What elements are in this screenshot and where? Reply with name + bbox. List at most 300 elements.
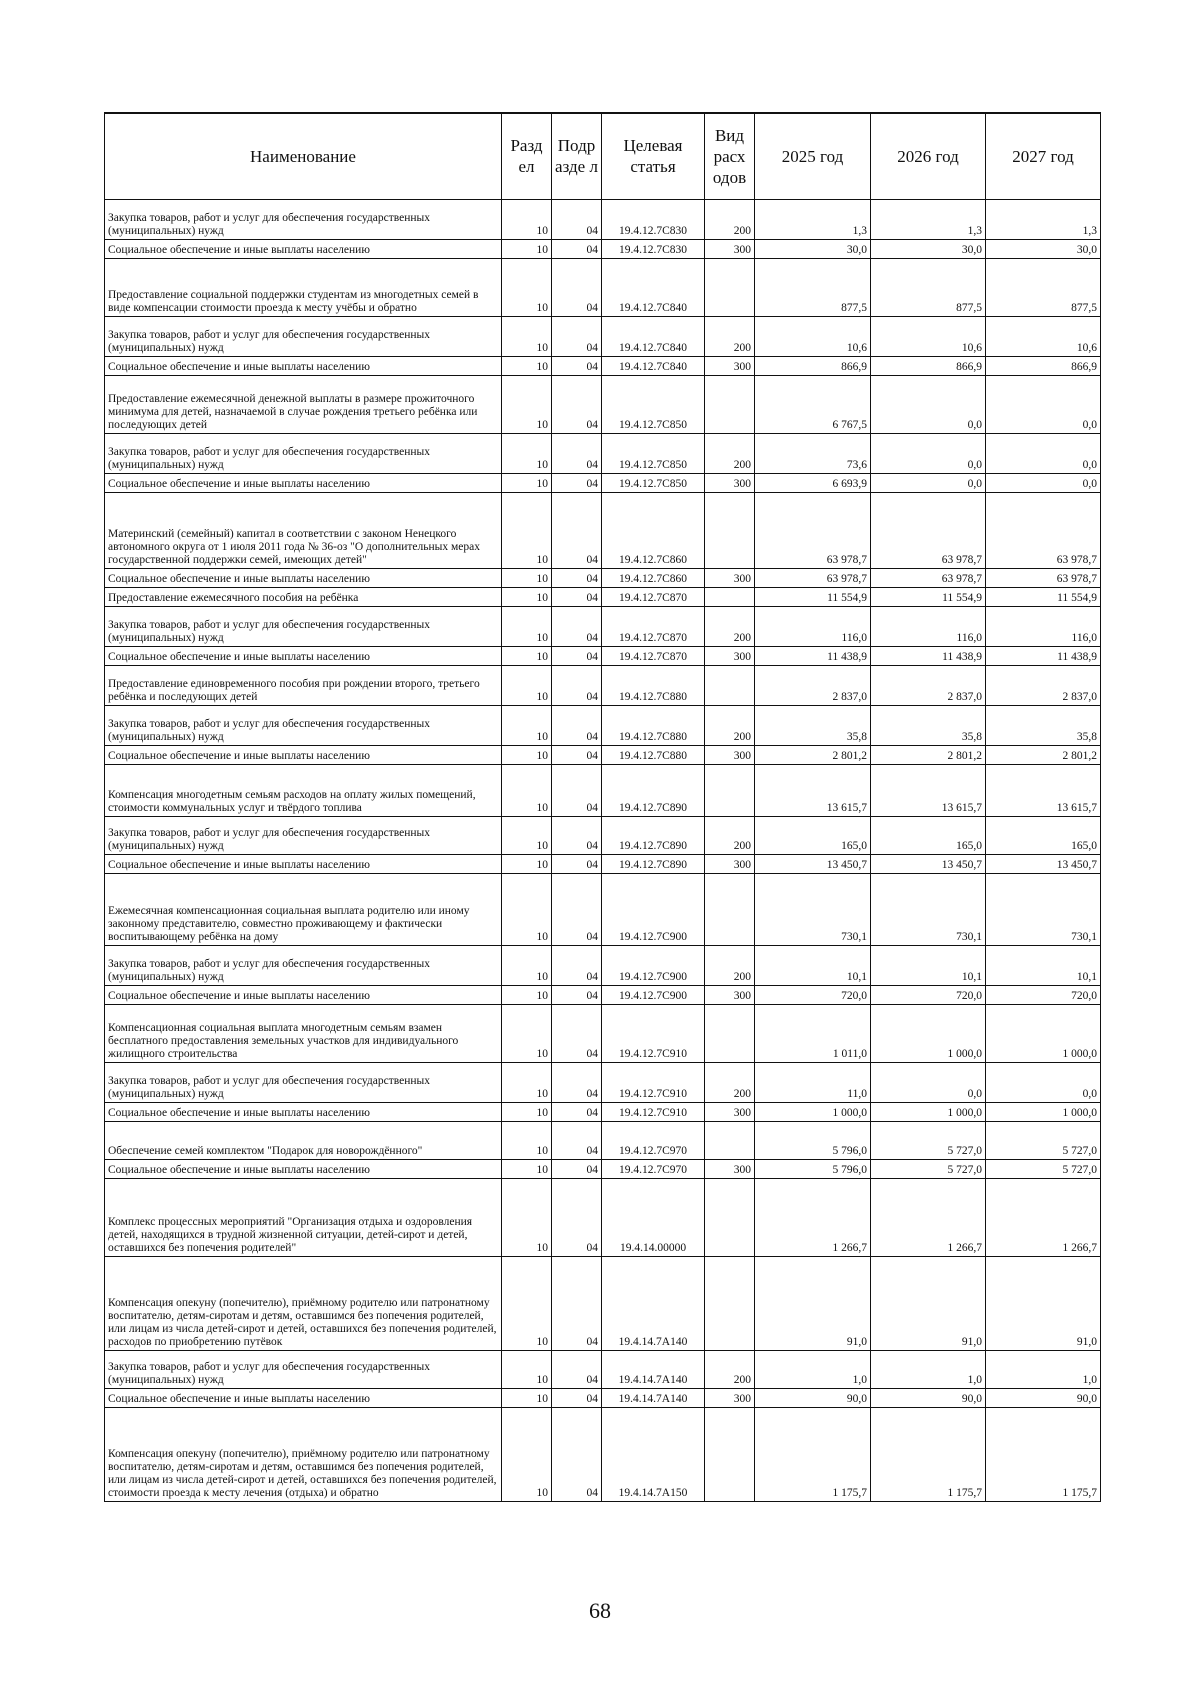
row-name: Компенсация опекуну (попечителю), приёмному родителю или патронатному воспитателю, детям-сиротам и детям, оставшимся без попечения родителей, или лицам из числа детей-сирот и детей, оставшихся без попечения родителей, стоимости проезда к месту лечения (отдыха) и обратно	[105, 1407, 502, 1501]
row-amount-2026: 11 554,9	[871, 587, 986, 606]
row-subsection: 04	[552, 568, 602, 587]
row-amount-2025: 1 266,7	[755, 1178, 871, 1256]
row-amount-2026: 10,1	[871, 945, 986, 985]
table-header-row	[105, 113, 1101, 199]
row-amount-2027: 0,0	[986, 1062, 1101, 1102]
row-amount-2027: 1 000,0	[986, 1102, 1101, 1121]
row-amount-2025: 2 801,2	[755, 745, 871, 764]
row-amount-2026: 1 000,0	[871, 1102, 986, 1121]
row-amount-2026: 0,0	[871, 1062, 986, 1102]
row-subsection: 04	[552, 375, 602, 433]
row-target-article: 19.4.12.7С970	[602, 1121, 705, 1159]
row-section: 10	[502, 587, 552, 606]
row-amount-2026: 63 978,7	[871, 492, 986, 568]
row-amount-2027: 0,0	[986, 375, 1101, 433]
row-expense-type: 200	[705, 1350, 755, 1388]
row-name: Компенсация многодетным семьям расходов на оплату жилых помещений, стоимости коммунальных услуг и твёрдого топлива	[105, 764, 502, 816]
row-name: Закупка товаров, работ и услуг для обеспечения государственных (муниципальных) нужд	[105, 606, 502, 646]
table-row	[105, 568, 1101, 587]
table-row	[105, 433, 1101, 473]
row-amount-2025: 11 438,9	[755, 646, 871, 665]
row-section: 10	[502, 985, 552, 1004]
row-target-article: 19.4.12.7С860	[602, 492, 705, 568]
table-row	[105, 816, 1101, 854]
row-amount-2025: 90,0	[755, 1388, 871, 1407]
row-amount-2025: 866,9	[755, 356, 871, 375]
row-amount-2025: 10,1	[755, 945, 871, 985]
row-name: Предоставление ежемесячного пособия на ребёнка	[105, 587, 502, 606]
row-expense-type: 200	[705, 945, 755, 985]
row-name: Предоставление единовременного пособия при рождении второго, третьего ребёнка и последующих детей	[105, 665, 502, 705]
row-name: Социальное обеспечение и иные выплаты населению	[105, 854, 502, 873]
row-target-article: 19.4.14.7А140	[602, 1350, 705, 1388]
row-amount-2027: 720,0	[986, 985, 1101, 1004]
row-expense-type	[705, 1256, 755, 1350]
row-amount-2026: 0,0	[871, 375, 986, 433]
row-section: 10	[502, 945, 552, 985]
row-section: 10	[502, 568, 552, 587]
table-row	[105, 1004, 1101, 1062]
row-subsection: 04	[552, 1256, 602, 1350]
row-amount-2026: 63 978,7	[871, 568, 986, 587]
row-amount-2025: 35,8	[755, 705, 871, 745]
row-subsection: 04	[552, 199, 602, 239]
row-amount-2026: 1 266,7	[871, 1178, 986, 1256]
row-subsection: 04	[552, 745, 602, 764]
row-amount-2027: 877,5	[986, 258, 1101, 316]
row-amount-2027: 2 837,0	[986, 665, 1101, 705]
row-amount-2026: 116,0	[871, 606, 986, 646]
row-target-article: 19.4.14.7А140	[602, 1388, 705, 1407]
row-amount-2025: 63 978,7	[755, 492, 871, 568]
row-section: 10	[502, 1102, 552, 1121]
row-subsection: 04	[552, 646, 602, 665]
row-expense-type	[705, 1178, 755, 1256]
row-subsection: 04	[552, 665, 602, 705]
row-target-article: 19.4.12.7С910	[602, 1062, 705, 1102]
header-section: Разд ел	[502, 113, 552, 199]
row-amount-2027: 0,0	[986, 473, 1101, 492]
table-row	[105, 492, 1101, 568]
row-section: 10	[502, 1121, 552, 1159]
row-section: 10	[502, 1256, 552, 1350]
row-target-article: 19.4.12.7С850	[602, 433, 705, 473]
row-expense-type: 200	[705, 1062, 755, 1102]
row-subsection: 04	[552, 1159, 602, 1178]
row-amount-2026: 720,0	[871, 985, 986, 1004]
row-name: Обеспечение семей комплектом "Подарок для новорождённого"	[105, 1121, 502, 1159]
row-subsection: 04	[552, 433, 602, 473]
row-subsection: 04	[552, 1388, 602, 1407]
table-row	[105, 606, 1101, 646]
row-target-article: 19.4.12.7С900	[602, 873, 705, 945]
row-amount-2026: 1,0	[871, 1350, 986, 1388]
row-amount-2027: 1,3	[986, 199, 1101, 239]
row-section: 10	[502, 473, 552, 492]
row-amount-2027: 1 175,7	[986, 1407, 1101, 1501]
row-name: Социальное обеспечение и иные выплаты населению	[105, 1102, 502, 1121]
row-section: 10	[502, 433, 552, 473]
row-target-article: 19.4.12.7С870	[602, 587, 705, 606]
row-amount-2027: 1 000,0	[986, 1004, 1101, 1062]
row-amount-2025: 1 000,0	[755, 1102, 871, 1121]
table-row	[105, 1102, 1101, 1121]
table-row	[105, 665, 1101, 705]
row-subsection: 04	[552, 606, 602, 646]
row-section: 10	[502, 1407, 552, 1501]
row-amount-2027: 10,1	[986, 945, 1101, 985]
table-row	[105, 375, 1101, 433]
row-section: 10	[502, 356, 552, 375]
row-amount-2025: 730,1	[755, 873, 871, 945]
row-subsection: 04	[552, 1062, 602, 1102]
table-row	[105, 473, 1101, 492]
table-row	[105, 1350, 1101, 1388]
row-section: 10	[502, 816, 552, 854]
row-subsection: 04	[552, 1121, 602, 1159]
row-amount-2026: 1 000,0	[871, 1004, 986, 1062]
row-amount-2026: 1 175,7	[871, 1407, 986, 1501]
header-year-2025: 2025 год	[755, 113, 871, 199]
row-name: Социальное обеспечение и иные выплаты населению	[105, 239, 502, 258]
row-expense-type: 300	[705, 646, 755, 665]
row-target-article: 19.4.12.7С890	[602, 764, 705, 816]
page-number: 68	[589, 1598, 611, 1623]
row-subsection: 04	[552, 873, 602, 945]
row-amount-2027: 90,0	[986, 1388, 1101, 1407]
row-section: 10	[502, 1004, 552, 1062]
row-subsection: 04	[552, 985, 602, 1004]
row-amount-2026: 13 615,7	[871, 764, 986, 816]
row-target-article: 19.4.12.7С870	[602, 606, 705, 646]
row-name: Закупка товаров, работ и услуг для обеспечения государственных (муниципальных) нужд	[105, 816, 502, 854]
row-amount-2026: 0,0	[871, 433, 986, 473]
row-target-article: 19.4.12.7С890	[602, 854, 705, 873]
row-target-article: 19.4.12.7С880	[602, 665, 705, 705]
row-amount-2027: 35,8	[986, 705, 1101, 745]
row-target-article: 19.4.12.7С910	[602, 1004, 705, 1062]
row-amount-2026: 866,9	[871, 356, 986, 375]
row-name: Социальное обеспечение и иные выплаты населению	[105, 473, 502, 492]
table-row	[105, 587, 1101, 606]
row-expense-type	[705, 1121, 755, 1159]
table-row	[105, 1256, 1101, 1350]
row-subsection: 04	[552, 258, 602, 316]
header-year-2026: 2026 год	[871, 113, 986, 199]
row-target-article: 19.4.14.00000	[602, 1178, 705, 1256]
row-expense-type: 200	[705, 199, 755, 239]
row-name: Компенсационная социальная выплата многодетным семьям взамен бесплатного предоставления земельных участков для индивидуального жилищного строительства	[105, 1004, 502, 1062]
row-subsection: 04	[552, 1102, 602, 1121]
row-amount-2026: 165,0	[871, 816, 986, 854]
row-amount-2027: 13 615,7	[986, 764, 1101, 816]
row-name: Закупка товаров, работ и услуг для обеспечения государственных (муниципальных) нужд	[105, 1350, 502, 1388]
table-row	[105, 1178, 1101, 1256]
row-amount-2026: 35,8	[871, 705, 986, 745]
row-expense-type: 300	[705, 356, 755, 375]
row-expense-type	[705, 764, 755, 816]
row-amount-2025: 6 693,9	[755, 473, 871, 492]
row-amount-2026: 5 727,0	[871, 1159, 986, 1178]
table-row	[105, 239, 1101, 258]
table-row	[105, 1121, 1101, 1159]
row-section: 10	[502, 1062, 552, 1102]
row-subsection: 04	[552, 1178, 602, 1256]
row-target-article: 19.4.12.7С850	[602, 375, 705, 433]
row-amount-2026: 13 450,7	[871, 854, 986, 873]
row-expense-type	[705, 258, 755, 316]
row-amount-2027: 116,0	[986, 606, 1101, 646]
table-row	[105, 316, 1101, 356]
row-name: Предоставление ежемесячной денежной выплаты в размере прожиточного минимума для детей, назначаемой в случае рождения третьего ребёнка или последующих детей	[105, 375, 502, 433]
row-name: Социальное обеспечение и иные выплаты населению	[105, 1388, 502, 1407]
row-section: 10	[502, 316, 552, 356]
row-name: Закупка товаров, работ и услуг для обеспечения государственных (муниципальных) нужд	[105, 945, 502, 985]
row-amount-2027: 5 727,0	[986, 1159, 1101, 1178]
row-subsection: 04	[552, 816, 602, 854]
row-target-article: 19.4.12.7С860	[602, 568, 705, 587]
row-amount-2027: 11 438,9	[986, 646, 1101, 665]
row-subsection: 04	[552, 356, 602, 375]
row-subsection: 04	[552, 705, 602, 745]
table-row	[105, 1159, 1101, 1178]
row-amount-2027: 5 727,0	[986, 1121, 1101, 1159]
row-section: 10	[502, 258, 552, 316]
table-row	[105, 764, 1101, 816]
row-amount-2025: 63 978,7	[755, 568, 871, 587]
row-section: 10	[502, 375, 552, 433]
row-section: 10	[502, 492, 552, 568]
row-subsection: 04	[552, 316, 602, 356]
row-subsection: 04	[552, 1004, 602, 1062]
table-row	[105, 1062, 1101, 1102]
row-amount-2027: 30,0	[986, 239, 1101, 258]
row-amount-2026: 30,0	[871, 239, 986, 258]
row-amount-2027: 866,9	[986, 356, 1101, 375]
row-name: Ежемесячная компенсационная социальная выплата родителю или иному законному представителю, совместно проживающему и фактически воспитывающему ребёнка на дому	[105, 873, 502, 945]
row-name: Предоставление социальной поддержки студентам из многодетных семей в виде компенсации стоимости проезда к месту учёбы и обратно	[105, 258, 502, 316]
row-amount-2026: 877,5	[871, 258, 986, 316]
row-amount-2027: 2 801,2	[986, 745, 1101, 764]
row-expense-type: 200	[705, 705, 755, 745]
row-expense-type: 300	[705, 1159, 755, 1178]
row-amount-2025: 6 767,5	[755, 375, 871, 433]
row-name: Закупка товаров, работ и услуг для обеспечения государственных (муниципальных) нужд	[105, 433, 502, 473]
row-target-article: 19.4.12.7С900	[602, 945, 705, 985]
row-section: 10	[502, 705, 552, 745]
table-row	[105, 945, 1101, 985]
row-subsection: 04	[552, 473, 602, 492]
row-amount-2026: 1,3	[871, 199, 986, 239]
row-target-article: 19.4.12.7С880	[602, 705, 705, 745]
row-amount-2026: 91,0	[871, 1256, 986, 1350]
row-expense-type: 200	[705, 816, 755, 854]
row-amount-2025: 13 450,7	[755, 854, 871, 873]
table-row	[105, 745, 1101, 764]
row-amount-2027: 63 978,7	[986, 492, 1101, 568]
row-amount-2025: 165,0	[755, 816, 871, 854]
row-amount-2025: 5 796,0	[755, 1121, 871, 1159]
row-name: Закупка товаров, работ и услуг для обеспечения государственных (муниципальных) нужд	[105, 199, 502, 239]
row-target-article: 19.4.12.7С910	[602, 1102, 705, 1121]
row-expense-type: 200	[705, 433, 755, 473]
row-amount-2027: 13 450,7	[986, 854, 1101, 873]
row-section: 10	[502, 873, 552, 945]
row-name: Закупка товаров, работ и услуг для обеспечения государственных (муниципальных) нужд	[105, 705, 502, 745]
row-target-article: 19.4.12.7С970	[602, 1159, 705, 1178]
row-amount-2027: 63 978,7	[986, 568, 1101, 587]
table-row	[105, 199, 1101, 239]
row-amount-2027: 91,0	[986, 1256, 1101, 1350]
row-amount-2025: 720,0	[755, 985, 871, 1004]
row-expense-type	[705, 492, 755, 568]
row-amount-2025: 13 615,7	[755, 764, 871, 816]
row-target-article: 19.4.12.7С840	[602, 356, 705, 375]
table-row	[105, 1388, 1101, 1407]
row-section: 10	[502, 239, 552, 258]
row-name: Социальное обеспечение и иные выплаты населению	[105, 745, 502, 764]
table-row	[105, 985, 1101, 1004]
row-amount-2025: 116,0	[755, 606, 871, 646]
row-amount-2026: 2 801,2	[871, 745, 986, 764]
header-expense-type: Вид расх одов	[705, 113, 755, 199]
row-section: 10	[502, 199, 552, 239]
header-year-2027: 2027 год	[986, 113, 1101, 199]
row-subsection: 04	[552, 492, 602, 568]
row-section: 10	[502, 646, 552, 665]
row-amount-2027: 11 554,9	[986, 587, 1101, 606]
row-expense-type	[705, 375, 755, 433]
table-row	[105, 646, 1101, 665]
row-subsection: 04	[552, 1350, 602, 1388]
row-subsection: 04	[552, 854, 602, 873]
row-subsection: 04	[552, 764, 602, 816]
row-amount-2025: 1,0	[755, 1350, 871, 1388]
row-amount-2026: 730,1	[871, 873, 986, 945]
table-row	[105, 1407, 1101, 1501]
row-amount-2026: 2 837,0	[871, 665, 986, 705]
row-amount-2026: 5 727,0	[871, 1121, 986, 1159]
table-row	[105, 258, 1101, 316]
row-target-article: 19.4.14.7А150	[602, 1407, 705, 1501]
budget-table	[104, 112, 1101, 1502]
row-section: 10	[502, 1350, 552, 1388]
row-subsection: 04	[552, 945, 602, 985]
row-section: 10	[502, 1159, 552, 1178]
row-target-article: 19.4.12.7С890	[602, 816, 705, 854]
row-name: Социальное обеспечение и иные выплаты населению	[105, 1159, 502, 1178]
row-name: Компенсация опекуну (попечителю), приёмному родителю или патронатному воспитателю, детям-сиротам и детям, оставшимся без попечения родителей, или лицам из числа детей-сирот и детей, оставшихся без попечения родителей, расходов по приобретению путёвок	[105, 1256, 502, 1350]
row-target-article: 19.4.12.7С830	[602, 199, 705, 239]
row-expense-type: 300	[705, 239, 755, 258]
row-name: Социальное обеспечение и иные выплаты населению	[105, 568, 502, 587]
row-name: Социальное обеспечение и иные выплаты населению	[105, 356, 502, 375]
row-name: Материнский (семейный) капитал в соответствии с законом Ненецкого автономного округа от 1 июля 2011 года № 36-оз "О дополнительных мерах государственной поддержки семей, имеющих детей"	[105, 492, 502, 568]
row-amount-2025: 1,3	[755, 199, 871, 239]
row-section: 10	[502, 854, 552, 873]
row-name: Социальное обеспечение и иные выплаты населению	[105, 985, 502, 1004]
row-amount-2027: 0,0	[986, 433, 1101, 473]
row-expense-type: 200	[705, 316, 755, 356]
row-name: Социальное обеспечение и иные выплаты населению	[105, 646, 502, 665]
row-expense-type: 300	[705, 854, 755, 873]
row-expense-type: 200	[705, 606, 755, 646]
row-section: 10	[502, 745, 552, 764]
header-target-article: Целевая статья	[602, 113, 705, 199]
row-expense-type	[705, 873, 755, 945]
row-amount-2027: 10,6	[986, 316, 1101, 356]
row-target-article: 19.4.12.7С830	[602, 239, 705, 258]
row-amount-2027: 165,0	[986, 816, 1101, 854]
row-target-article: 19.4.12.7С870	[602, 646, 705, 665]
row-target-article: 19.4.12.7С840	[602, 316, 705, 356]
row-expense-type: 300	[705, 473, 755, 492]
row-expense-type	[705, 587, 755, 606]
row-name: Закупка товаров, работ и услуг для обеспечения государственных (муниципальных) нужд	[105, 1062, 502, 1102]
table-row	[105, 854, 1101, 873]
row-section: 10	[502, 764, 552, 816]
row-subsection: 04	[552, 1407, 602, 1501]
row-amount-2025: 1 011,0	[755, 1004, 871, 1062]
row-expense-type: 300	[705, 1102, 755, 1121]
row-amount-2026: 11 438,9	[871, 646, 986, 665]
table-row	[105, 873, 1101, 945]
row-expense-type: 300	[705, 1388, 755, 1407]
row-amount-2026: 0,0	[871, 473, 986, 492]
row-amount-2027: 730,1	[986, 873, 1101, 945]
row-target-article: 19.4.12.7С850	[602, 473, 705, 492]
row-expense-type	[705, 665, 755, 705]
row-expense-type: 300	[705, 985, 755, 1004]
row-target-article: 19.4.12.7С840	[602, 258, 705, 316]
row-amount-2025: 11 554,9	[755, 587, 871, 606]
row-amount-2025: 877,5	[755, 258, 871, 316]
row-section: 10	[502, 606, 552, 646]
row-target-article: 19.4.12.7С900	[602, 985, 705, 1004]
row-name: Закупка товаров, работ и услуг для обеспечения государственных (муниципальных) нужд	[105, 316, 502, 356]
row-section: 10	[502, 665, 552, 705]
row-amount-2025: 2 837,0	[755, 665, 871, 705]
row-amount-2025: 73,6	[755, 433, 871, 473]
row-expense-type	[705, 1004, 755, 1062]
row-amount-2025: 11,0	[755, 1062, 871, 1102]
row-section: 10	[502, 1388, 552, 1407]
table-row	[105, 356, 1101, 375]
row-amount-2025: 30,0	[755, 239, 871, 258]
row-expense-type	[705, 1407, 755, 1501]
table-row	[105, 705, 1101, 745]
row-subsection: 04	[552, 239, 602, 258]
row-expense-type: 300	[705, 745, 755, 764]
row-target-article: 19.4.12.7С880	[602, 745, 705, 764]
row-amount-2025: 91,0	[755, 1256, 871, 1350]
row-amount-2025: 10,6	[755, 316, 871, 356]
row-section: 10	[502, 1178, 552, 1256]
row-target-article: 19.4.14.7А140	[602, 1256, 705, 1350]
table-body	[105, 199, 1101, 1501]
row-amount-2025: 1 175,7	[755, 1407, 871, 1501]
header-name: Наименование	[105, 113, 502, 199]
row-amount-2026: 90,0	[871, 1388, 986, 1407]
row-subsection: 04	[552, 587, 602, 606]
row-name: Комплекс процессных мероприятий "Организация отдыха и оздоровления детей, находящихся в трудной жизненной ситуации, детей-сирот и детей, оставшихся без попечения родителей"	[105, 1178, 502, 1256]
row-amount-2026: 10,6	[871, 316, 986, 356]
row-amount-2027: 1,0	[986, 1350, 1101, 1388]
row-amount-2027: 1 266,7	[986, 1178, 1101, 1256]
header-subsection: Подр азде л	[552, 113, 602, 199]
row-amount-2025: 5 796,0	[755, 1159, 871, 1178]
row-expense-type: 300	[705, 568, 755, 587]
